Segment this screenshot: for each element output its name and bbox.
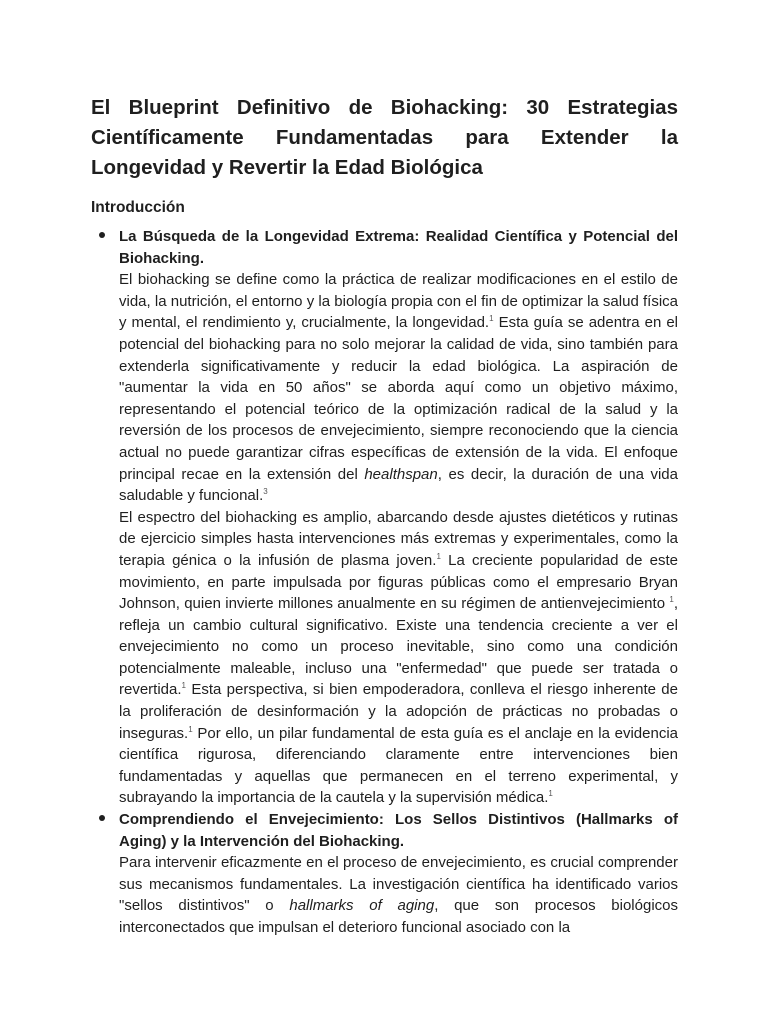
citation-marker: 1 xyxy=(669,595,674,605)
body-paragraph: El espectro del biohacking es amplio, abarcando desde ajustes dietéticos y rutinas de ejercicio simples hasta intervenciones más extremas y experimentales, como la terapia génica o la infusión de plasma joven.$^1$ La creciente popularidad de este movimiento, en parte impulsada por figuras públicas como el empresario Bryan Johnson, quien invierte millones anualmente en su régimen de antienvejecimiento $^1$, refleja un cambio cultural significativo. Existe una tendencia creciente a ver el envejecimiento no como un proceso inevitable, sino como una condición potencialmente maleable, incluso una "enfermedad" que puede ser tratada o revertida.$^1$ Esta perspectiva, si bien empoderadora, conlleva el riesgo inherente de la proliferación de desinformación y la adopción de prácticas no probadas o inseguras.$^1$ Por ello, un pilar fundamental de esta guía es el anclaje en la evidencia científica rigurosa, diferenciando claramente entre intervenciones bien fundamentadas y aquellas que permanecen en el terreno experimental, y subrayando la importancia de la cautela y la supervisión médica.$^1$ xyxy=(119,508,678,807)
list-item xyxy=(91,226,678,809)
body-paragraph: Para intervenir eficazmente en el proceso de envejecimiento, es crucial comprender sus mecanismos fundamentales. La investigación científica ha identificado varios "sellos distintivos" o hallmarks of aging, que son procesos biológicos interconectados que impulsan el deterioro funcional asociado con la xyxy=(119,854,679,936)
italic-term: hallmarks of aging xyxy=(289,897,435,915)
bullet-icon xyxy=(99,815,105,821)
body-paragraph: El biohacking se define como la práctica de realizar modificaciones en el estilo de vida, la nutrición, el entorno y la biología propia con el fin de optimizar la salud física y mental, el rendimiento y, crucialmente, la longevidad.$^1$ Esta guía se adentra en el potencial del biohacking para no solo mejorar la calidad de vida, sino también para extenderla significativamente y reducir la edad biológica. La aspiración de "aumentar la vida en 50 años" se aborda aquí como un objetivo máximo, representando el potencial teórico de la optimización radical de la salud y la reversión de los procesos de envejecimiento, siempre reconociendo que la ciencia actual no puede garantizar cifras específicas de extensión de la vida. El enfoque principal recae en la extensión del healthspan, es decir, la duración de una vida saludable y funcional.$^3$ xyxy=(119,271,678,505)
citation-marker: 1 xyxy=(181,681,186,691)
section-heading: Introducción xyxy=(91,199,185,216)
list-item-title: Comprendiendo el Envejecimiento: Los Sellos Distintivos (Hallmarks of Aging) y la Intervención del Biohacking. xyxy=(119,811,678,850)
list-item-title: La Búsqueda de la Longevidad Extrema: Realidad Científica y Potencial del Biohacking. xyxy=(119,228,678,267)
citation-marker: 3 xyxy=(263,487,268,497)
bullet-list xyxy=(91,226,678,939)
citation-marker: 1 xyxy=(436,551,441,561)
document-title: El Blueprint Definitivo de Biohacking: 30 Estrategias Científicamente Fundamentadas para Extender la Longevidad y Revertir la Edad Biológica xyxy=(91,96,678,179)
list-item xyxy=(91,809,678,939)
citation-marker: 1 xyxy=(548,789,553,799)
citation-marker: 1 xyxy=(489,314,494,324)
bullet-icon xyxy=(99,232,105,238)
citation-marker: 1 xyxy=(188,724,193,734)
italic-term: healthspan xyxy=(364,465,438,483)
